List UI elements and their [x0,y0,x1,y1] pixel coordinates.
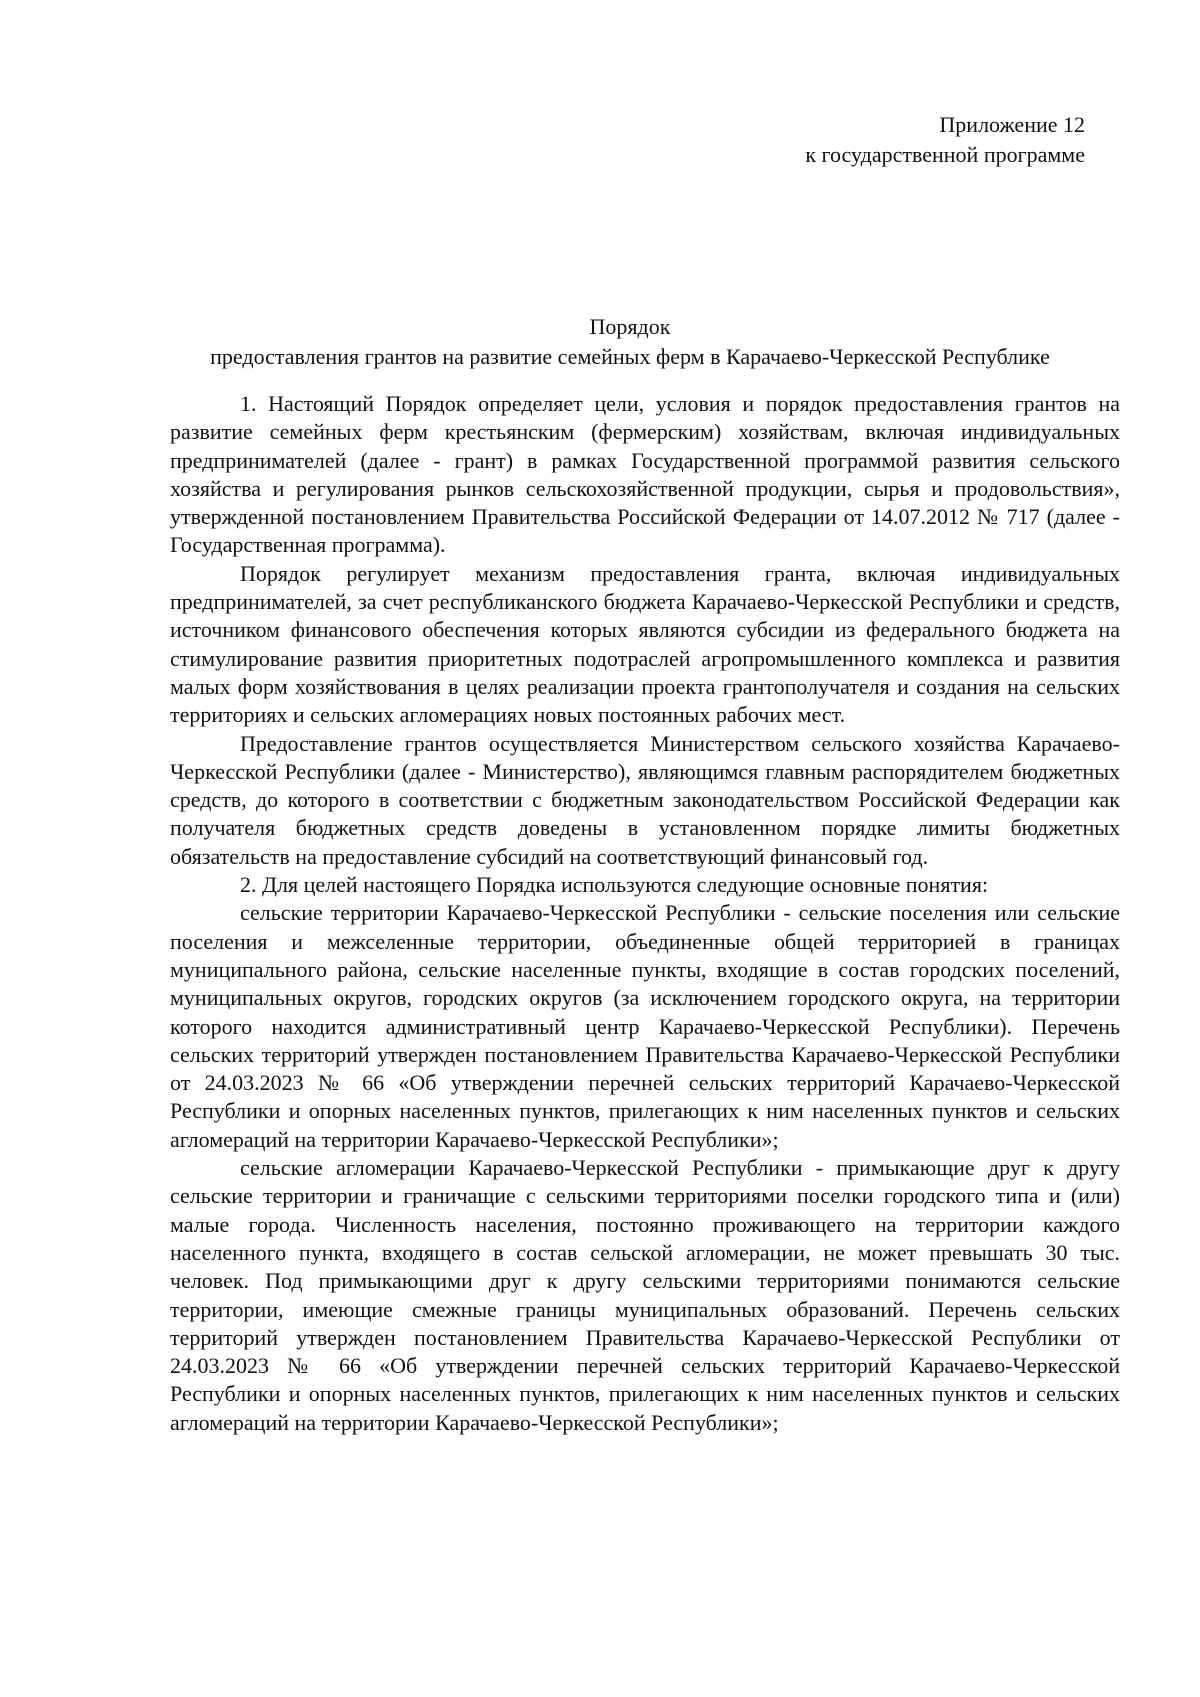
title-heading: Порядок [589,314,671,339]
appendix-reference: к государственной программе [805,142,1085,167]
paragraph-rural-territories: сельские территории Карачаево-Черкесской Республики - сельские поселения или сельские поселения и межселенные территории, объединенные общей территорией в границах муниципального района, сельские населенные пункты, входящие в состав городских поселений, муниципальных округов, городских округов (за исключением городского округа, на территории которого находится административный центр Карачаево-Черкесской Республики). Перечень сельских территорий утвержден постановлением Правительства Карачаево-Черкесской Республики от 24.03.2023 № 66 «Об утверждении перечней сельских территорий Карачаево-Черкесской Республики и опорных населенных пунктов, прилегающих к ним населенных пунктов и сельских агломераций на территории Карачаево-Черкесской Республики»; [170,900,1120,1152]
paragraph-mechanism: Порядок регулирует механизм предоставления гранта, включая индивидуальных предпринимателей, за счет республиканского бюджета Карачаево-Черкесской Республики и средств, источником финансового обеспечения которых являются субсидии из федерального бюджета на стимулирование развития приоритетных подотраслей агропромышленного комплекса и развития малых форм хозяйствования в целях реализации проекта грантополучателя и создания на сельских территориях и сельских агломерациях новых постоянных рабочих мест. [170,560,1120,728]
paragraph-1-purpose: 1. Настоящий Порядок определяет цели, условия и порядок предоставления грантов на развитие семейных ферм крестьянским (фермерским) хозяйствам, включая индивидуальных предпринимателей (далее - грант) в рамках Государственной программой развития сельского хозяйства и регулирования рынков сельскохозяйственной продукции, сырья и продовольствия», утвержденной постановлением Правительства Российской Федерации от 14.07.2012 № 717 (далее - Государственная программа). [170,391,1120,558]
document-title [170,312,1090,372]
paragraph-ministry: Предоставление грантов осуществляется Министерством сельского хозяйства Карачаево-Черкесской Республики (далее - Министерство), являющимся главным распорядителем бюджетных средств, до которого в соответствии с бюджетным законодательством Российской Федерации как получателя бюджетных средств доведены в установленном порядке лимиты бюджетных обязательств на предоставление субсидий на соответствующий финансовый год. [170,730,1120,869]
appendix-number: Приложение 12 [939,112,1085,137]
appendix-header [805,110,1085,170]
paragraph-rural-agglomerations: сельские агломерации Карачаево-Черкесской Республики - примыкающие друг к другу сельские территории и граничащие с сельскими территориями поселки городского типа и (или) малые города. Численность населения, постоянно проживающего на территории каждого населенного пункта, входящего в состав сельской агломерации, не может превышать 30 тыс. человек. Под примыкающими друг к другу сельскими территориями понимаются сельские территории, имеющие смежные границы муниципальных образований. Перечень сельских территорий утвержден постановлением Правительства Карачаево-Черкесской Республики от 24.03.2023 № 66 «Об утверждении перечней сельских территорий Карачаево-Черкесской Республики и опорных населенных пунктов, прилегающих к ним населенных пунктов и сельских агломераций на территории Карачаево-Черкесской Республики»; [170,1155,1120,1435]
paragraph-2-definitions: 2. Для целей настоящего Порядка используются следующие основные понятия: [240,872,989,898]
title-subheading: предоставления грантов на развитие семейных ферм в Карачаево-Черкесской Республике [210,344,1050,369]
document-body [170,390,1120,1437]
